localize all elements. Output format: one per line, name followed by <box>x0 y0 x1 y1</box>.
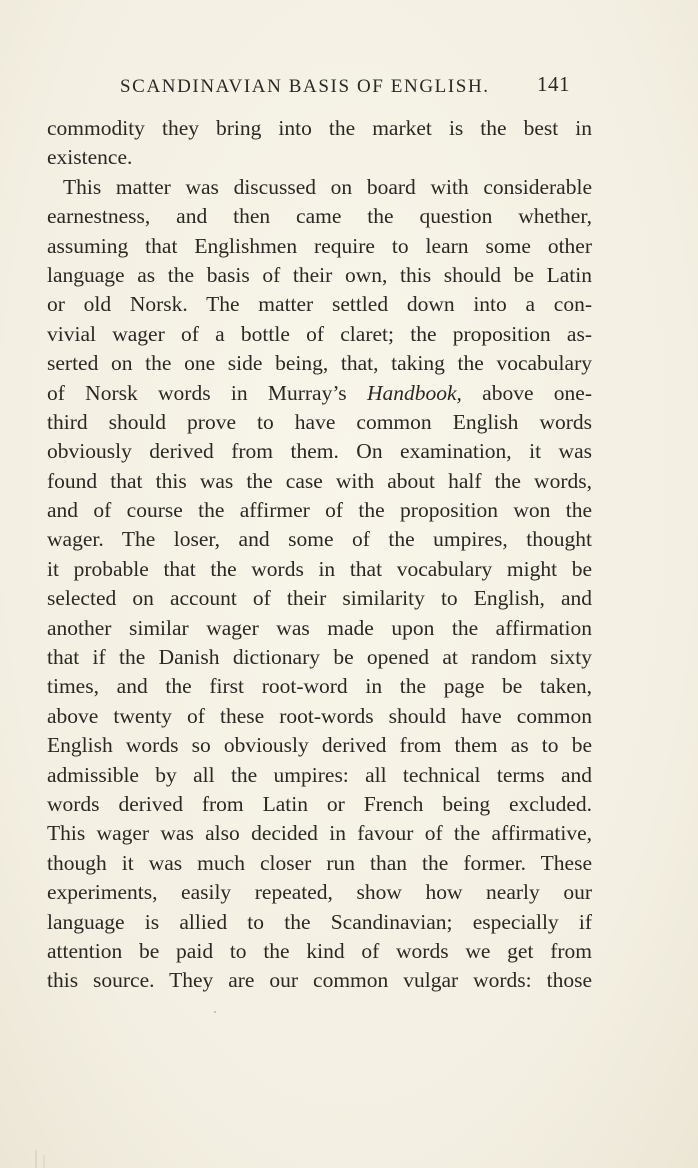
text-line: language is allied to the Scandinavian; especially if <box>47 909 592 934</box>
text-line: commodity they bring into the market is the best in <box>47 116 592 140</box>
text-line: times, and the first root-word in the page be taken, <box>47 674 592 699</box>
text-line: This wager was also decided in favour of the affirmative, <box>47 821 592 846</box>
text-line: experiments, easily repeated, show how nearly our <box>47 880 592 905</box>
page-number: 141 <box>537 72 570 96</box>
text-line: selected on account of their similarity to English, and <box>47 586 592 611</box>
text-line: earnestness, and then came the question whether, <box>47 204 592 229</box>
text-line: found that this was the case with about half the words, <box>47 468 592 493</box>
text-line: this source. They are our common vulgar words: those <box>47 968 592 993</box>
italic-title: Handbook, <box>366 380 462 405</box>
text-line: This matter was discussed on board with considerable <box>63 174 592 199</box>
text-line: obviously derived from them. On examination, it was <box>47 439 592 464</box>
text-line: existence. <box>47 145 133 170</box>
text-segment: above one- <box>461 380 592 405</box>
text-line: admissible by all the umpires: all technical terms and <box>47 762 592 787</box>
text-segment: of Norsk words in Murray’s <box>47 380 367 405</box>
running-title: SCANDINAVIAN BASIS OF ENGLISH. <box>120 76 490 97</box>
text-line: though it was much closer run than the former. These <box>47 850 592 875</box>
text-line: third should prove to have common English words <box>47 409 592 434</box>
text-line: another similar wager was made upon the affirmation <box>47 615 592 640</box>
text-line: or old Norsk. The matter settled down into a con- <box>47 292 592 317</box>
text-line: it probable that the words in that vocabulary might be <box>47 556 592 581</box>
text-line: words derived from Latin or French being excluded. <box>47 791 592 816</box>
text-line: vivial wager of a bottle of claret; the proposition as- <box>47 321 592 346</box>
text-line: wager. The loser, and some of the umpires, thought <box>47 527 592 552</box>
text-line: and of course the affirmer of the proposition won the <box>47 498 592 523</box>
text-line: assuming that Englishmen require to learn some other <box>47 233 592 258</box>
text-line: above twenty of these root-words should have common <box>47 703 592 728</box>
text-line: English words so obviously derived from them as to be <box>47 733 592 758</box>
text-line: attention be paid to the kind of words we get from <box>47 938 592 963</box>
text-line: language as the basis of their own, this should be Latin <box>47 262 592 287</box>
text-line: serted on the one side being, that, taking the vocabulary <box>47 351 592 376</box>
text-line: that if the Danish dictionary be opened at random sixty <box>47 645 592 670</box>
